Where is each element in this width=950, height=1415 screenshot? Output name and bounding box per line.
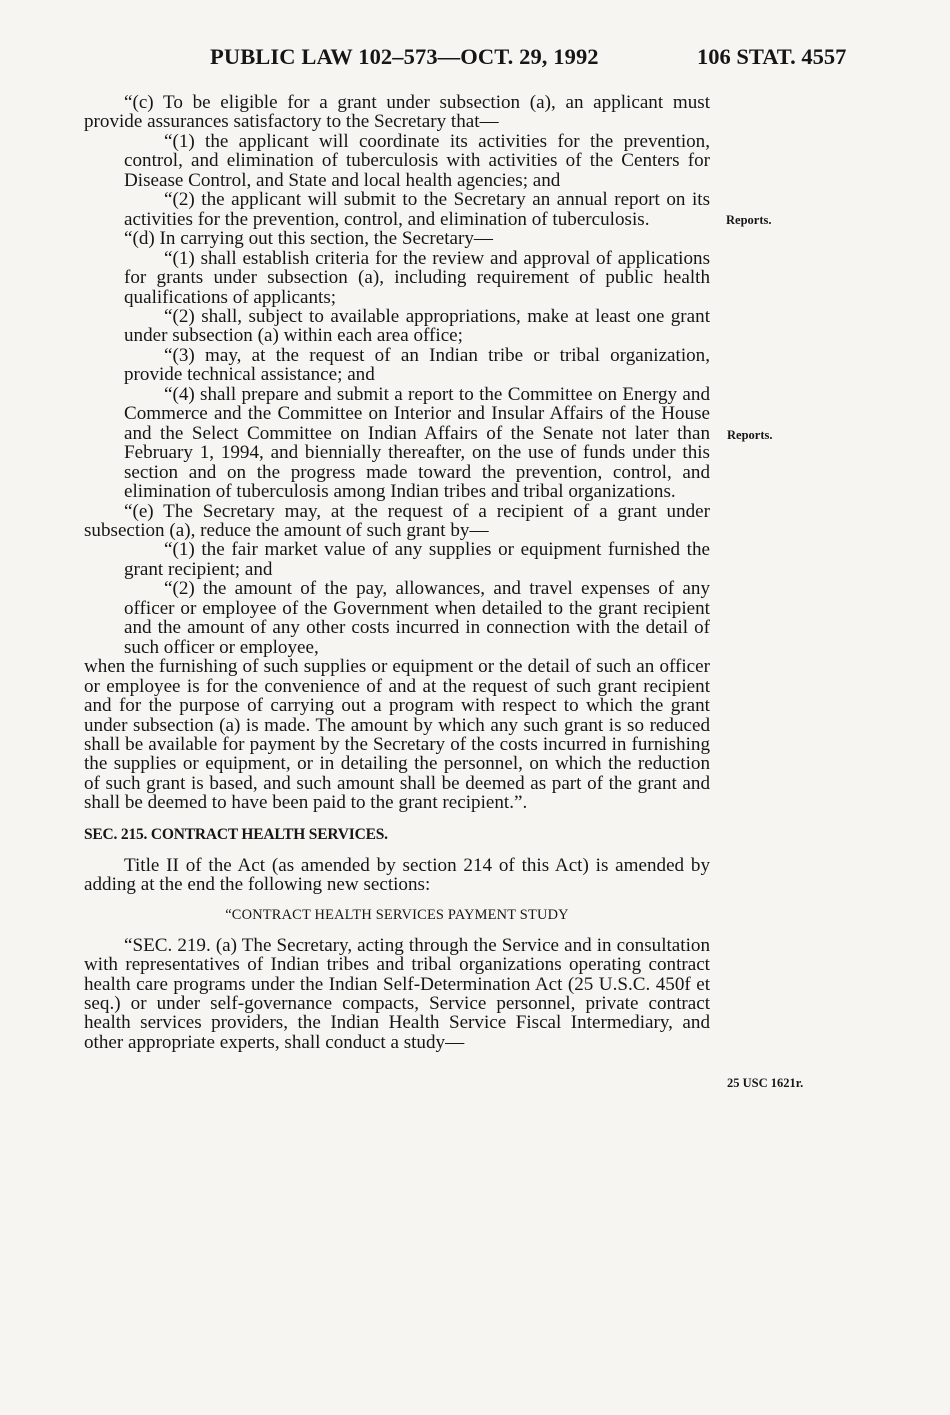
running-header-stat: 106 STAT. 4557 xyxy=(697,44,847,69)
paragraph-e-1: “(1) the fair market value of any supplies or equipment furnished the grant recipient; and xyxy=(124,539,710,580)
margin-note-reports: Reports. xyxy=(726,213,772,227)
paragraph-d-2: “(2) shall, subject to available appropriations, make at least one grant under subsection (a) within each area office; xyxy=(124,305,710,347)
subheading-payment-study: “CONTRACT HEALTH SERVICES PAYMENT STUDY xyxy=(225,906,569,923)
paragraph-title-ii: Title II of the Act (as amended by section 214 of this Act) is amended by adding at the end the following new sections: xyxy=(84,854,710,896)
paragraph-c-intro: “(c) To be eligible for a grant under subsection (a), an applicant must provide assurances satisfactory to the Secretary that— xyxy=(84,92,710,133)
paragraph-c-1: “(1) the applicant will coordinate its activities for the prevention, control, and elimination of tuberculosis with activities of the Centers for Disease Control, and State and local health agencies; and xyxy=(124,130,710,191)
paragraph-d-3: “(3) may, at the request of an Indian tribe or tribal organization, provide technical assistance; and xyxy=(124,344,710,386)
paragraph-sec-219: “SEC. 219. (a) The Secretary, acting through the Service and in consultation with representatives of Indian tribes and tribal organizations operating contract health care programs under the Indian Self-Determination Act (25 U.S.C. 450f et seq.) or under self-governance compacts, Service personnel, private contract health services providers, the Indian Health Service Fiscal Intermediary, and other appropriate experts, shall conduct a study— xyxy=(84,934,710,1053)
paragraph-d-1: “(1) shall establish criteria for the review and approval of applications for grants under subsection (a), including requirement of public health qualifications of applicants; xyxy=(124,247,710,308)
margin-note-reports: Reports. xyxy=(727,428,773,442)
paragraph-e-2: “(2) the amount of the pay, allowances, and travel expenses of any officer or employee of the Government when detailed to the grant recipient and the amount of any other costs incurred in connection with the detail of such officer or employee, xyxy=(124,578,710,658)
running-header-law: PUBLIC LAW 102–573—OCT. 29, 1992 xyxy=(210,44,599,69)
paragraph-d-4: “(4) shall prepare and submit a report to the Committee on Energy and Commerce and the Committee on Interior and Insular Affairs of the House and the Select Committee on Indian Affairs of the Senate not later than February 1, 1994, and biennially thereafter, on the use of funds under this section and on the progress made toward the prevention, control, and elimination of tuberculosis among Indian tribes and tribal organizations. xyxy=(124,383,710,503)
paragraph-d-intro: “(d) In carrying out this section, the Secretary— xyxy=(124,228,494,250)
section-heading-215: SEC. 215. CONTRACT HEALTH SERVICES. xyxy=(84,825,388,843)
paragraph-c-2: “(2) the applicant will submit to the Secretary an annual report on its activities for the prevention, control, and elimination of tuberculosis. xyxy=(124,189,710,230)
paragraph-e-intro: “(e) The Secretary may, at the request of a recipient of a grant under subsection (a), reduce the amount of such grant by— xyxy=(84,500,710,541)
body-text xyxy=(84,93,710,1052)
paragraph-e-tail: when the furnishing of such supplies or equipment or the detail of such an officer or employee is for the convenience of and at the request of such grant recipient and for the purpose of carrying out a program with respect to which the grant under subsection (a) is made. The amount by which any such grant is so reduced shall be available for payment by the Secretary of the costs incurred in furnishing the supplies or equipment, or in detailing the personnel, on which the reduction of such grant is based, and such amount shall be deemed as part of the grant and shall be deemed to have been paid to the grant recipient.”. xyxy=(84,656,710,814)
margin-note-usc-citation: 25 USC 1621r. xyxy=(727,1076,804,1090)
